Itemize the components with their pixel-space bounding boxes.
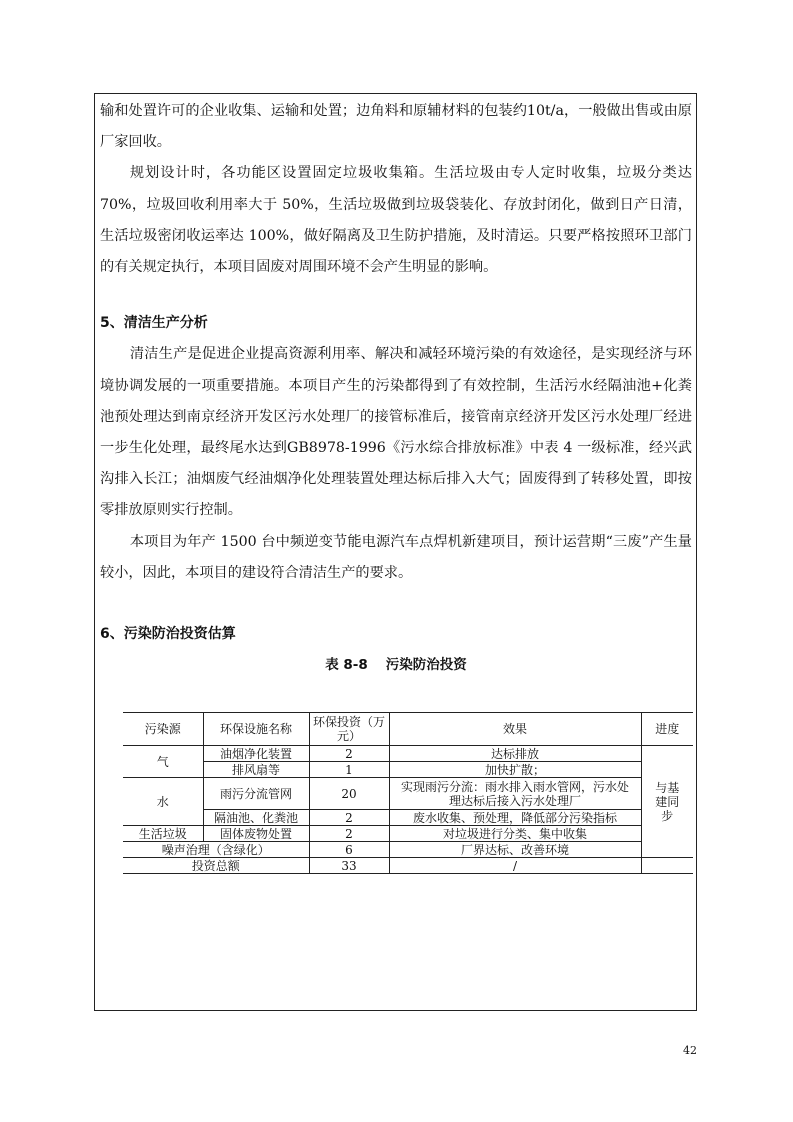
- cell-source-water: 水: [123, 778, 203, 826]
- paragraph-clean-production: 清洁生产是促进企业提高资源利用率、解决和减轻环境污染的有效途径，是实现经济与环境协调发展的一项重要措施。本项目产生的污染都得到了有效控制，生活污水经隔油池+化粪池预处理达到南京经济开发区污水处理厂的接管标准后，接管南京经济开发区污水处理厂经进一步生化处理，最终尾水达到GB8978-1996《污水综合排放标准》中表 4 一级标准，经兴武沟排入长江；油烟废气经油烟净化处理装置处理达标后排入大气；固废得到了转移处置，即按零排放原则实行控制。: [100, 346, 692, 519]
- table-row: [123, 842, 693, 858]
- paragraph-solid-waste-end: 输和处置许可的企业收集、运输和处置；边角料和原辅材料的包装约10t/a，一般做出售或由原厂家回收。: [100, 103, 692, 151]
- table-number: 表 8-8: [325, 657, 368, 674]
- page-number: 42: [683, 1044, 697, 1057]
- cell-effect: 加快扩散；: [389, 762, 641, 778]
- cell-investment: 20: [309, 778, 389, 810]
- cell-investment: 2: [309, 810, 389, 826]
- cell-source-noise: 噪声治理（含绿化）: [123, 842, 309, 858]
- cell-source-gas: 气: [123, 746, 203, 778]
- cell-investment: 6: [309, 842, 389, 858]
- content-frame: [94, 93, 697, 1011]
- table-row: [123, 762, 693, 778]
- cell-effect: 实现雨污分流：雨水排入雨水管网，污水处理达标后接入污水处理厂: [389, 778, 641, 810]
- cell-facility: 隔油池、化粪池: [203, 810, 309, 826]
- cell-facility: 油烟净化装置: [203, 746, 309, 762]
- header-facility: 环保设施名称: [203, 713, 309, 746]
- cell-investment: 2: [309, 746, 389, 762]
- cell-effect: 对垃圾进行分类、集中收集: [389, 826, 641, 842]
- table-row: [123, 778, 693, 810]
- cell-total-progress: [641, 858, 693, 874]
- table-row: [123, 810, 693, 826]
- investment-table: [123, 712, 693, 874]
- table-total-row: [123, 858, 693, 874]
- paragraph-project-summary: 本项目为年产 1500 台中频逆变节能电源汽车点焊机新建项目，预计运营期“三废”产生量较小，因此，本项目的建设符合清洁生产的要求。: [100, 533, 692, 581]
- header-effect: 效果: [389, 713, 641, 746]
- cell-facility: 排风扇等: [203, 762, 309, 778]
- table-row: [123, 826, 693, 842]
- table-caption: [100, 655, 692, 675]
- section-5-title: 5、清洁生产分析: [100, 315, 208, 332]
- cell-effect: 达标排放: [389, 746, 641, 762]
- cell-investment: 2: [309, 826, 389, 842]
- page-content: [100, 96, 692, 675]
- table-row: [123, 746, 693, 762]
- cell-facility: 固体废物处置: [203, 826, 309, 842]
- cell-effect: 厂界达标、改善环境: [389, 842, 641, 858]
- header-progress: 进度: [641, 713, 693, 746]
- cell-source-waste: 生活垃圾: [123, 826, 203, 842]
- cell-total-label: 投资总额: [123, 858, 309, 874]
- cell-investment: 1: [309, 762, 389, 778]
- cell-facility: 雨污分流管网: [203, 778, 309, 810]
- header-source: 污染源: [123, 713, 203, 746]
- table-header-row: [123, 713, 693, 746]
- section-6-title: 6、污染防治投资估算: [100, 626, 236, 643]
- cell-total-investment: 33: [309, 858, 389, 874]
- table-title: 污染防治投资: [385, 657, 467, 674]
- cell-progress: 与基建同步: [641, 746, 693, 858]
- header-investment: 环保投资（万元）: [309, 713, 389, 746]
- paragraph-garbage-collection: 规划设计时，各功能区设置固定垃圾收集箱。生活垃圾由专人定时收集，垃圾分类达 70%，垃圾回收利用率大于 50%，生活垃圾做到垃圾袋装化、存放封闭化，做到日产日清，生活垃圾密闭收运率达 100%，做好隔离及卫生防护措施，及时清运。只要严格按照环卫部门的有关规定执行，本项目固废对周围环境不会产生明显的影响。: [100, 165, 692, 276]
- cell-total-effect: /: [389, 858, 641, 874]
- cell-effect: 废水收集、预处理，降低部分污染指标: [389, 810, 641, 826]
